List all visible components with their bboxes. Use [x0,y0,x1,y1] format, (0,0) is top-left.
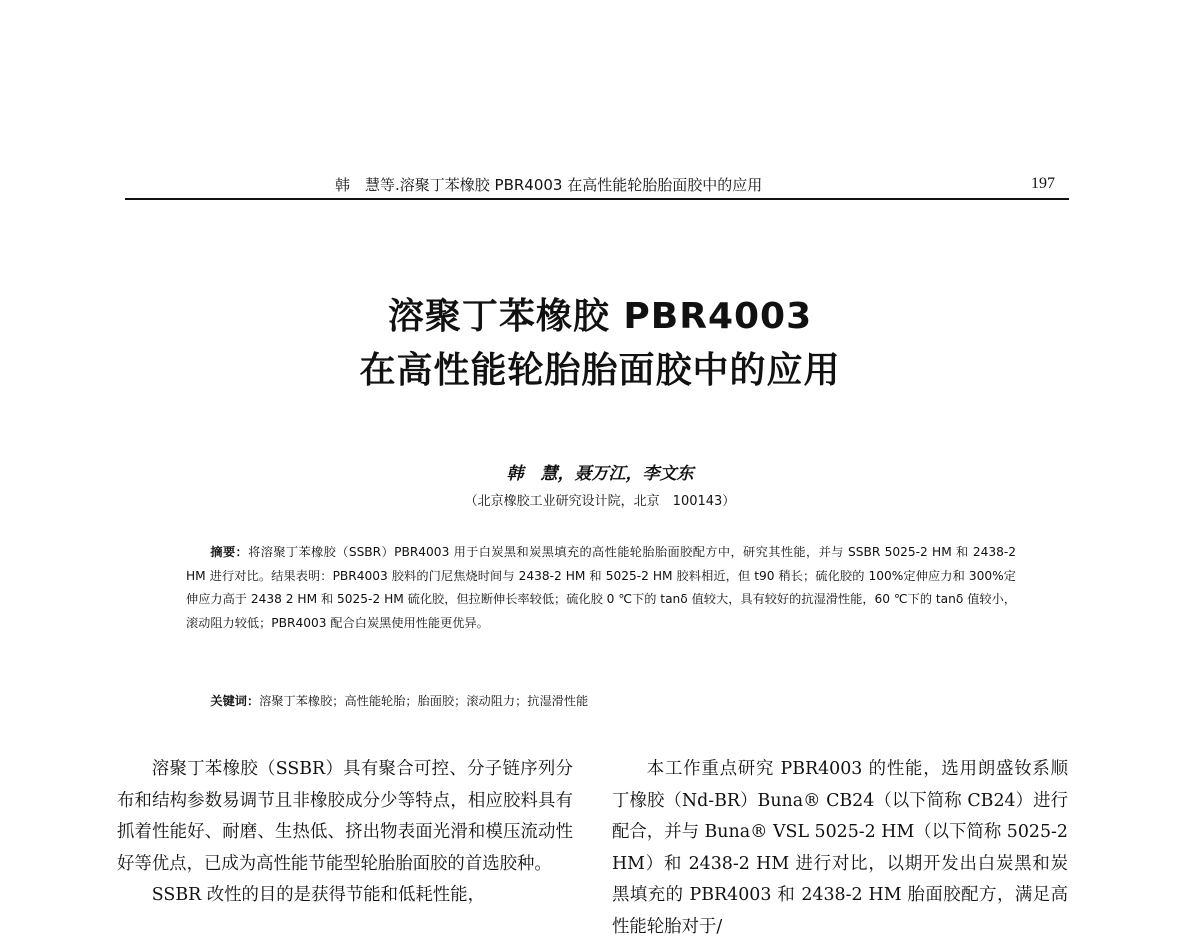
abstract-label: 摘要： [210,545,249,559]
page-number: 197 [1031,175,1055,192]
keywords [186,690,1016,714]
affiliation: （北京橡胶工业研究设计院，北京 100143） [464,494,736,509]
keywords-label: 关键词： [210,694,260,708]
running-head [125,172,1069,200]
body-paragraph: 本工作重点研究 PBR4003 的性能，选用朗盛钕系顺丁橡胶（Nd-BR）Buna® CB24（以下简称 CB24）进行配合，并与 Buna® VSL 5025-2 HM（以下简称 5025-2 HM）和 2438-2 HM 进行对比，以期开发出白炭黑和炭黑填充的 PBR4003 和 2438-2 HM 胎面胶配方，满足高性能轮胎对于/ [612,759,1068,937]
body-left-column [117,754,573,912]
running-head-title: 韩 慧等.溶聚丁苯橡胶 PBR4003 在高性能轮胎胎面胶中的应用 [335,176,763,194]
keywords-text: 溶聚丁苯橡胶；高性能轮胎；胎面胶；滚动阻力；抗湿滑性能 [259,694,589,708]
body-right-column [612,754,1068,944]
body-paragraph: SSBR 改性的目的是获得节能和低耗性能， [151,885,485,906]
authors: 韩 慧，聂万江，李文东 [506,464,694,484]
body-paragraph: 溶聚丁苯橡胶（SSBR）具有聚合可控、分子链序列分布和结构参数易调节且非橡胶成分少等特点，相应胶料具有抓着性能好、耐磨、生热低、挤出物表面光滑和模压流动性好等优点，已成为高性能节能型轮胎胎面胶的首选胶种。 [117,759,573,874]
article-title-line-1: 溶聚丁苯橡胶 PBR4003 [387,296,813,337]
article-title-line-2: 在高性能轮胎胎面胶中的应用 [359,350,841,391]
abstract [186,541,1016,635]
abstract-text: 将溶聚丁苯橡胶（SSBR）PBR4003 用于白炭黑和炭黑填充的高性能轮胎胎面胶配方中，研究其性能，并与 SSBR 5025-2 HM 和 2438-2 HM 进行对比。结果表明：PBR4003 胶料的门尼焦烧时间与 2438-2 HM 和 5025-2 HM 胶料相近，但 t90 稍长；硫化胶的 100%定伸应力和 300%定伸应力高于 2438 2 HM 和 5025-2 HM 硫化胶，但拉断伸长率较低；硫化胶 0 ℃下的 tanδ 值较大，具有较好的抗湿滑性能，60 ℃下的 tanδ 值较小，滚动阻力较低；PBR4003 配合白炭黑使用性能更优异。 [186,545,1017,630]
